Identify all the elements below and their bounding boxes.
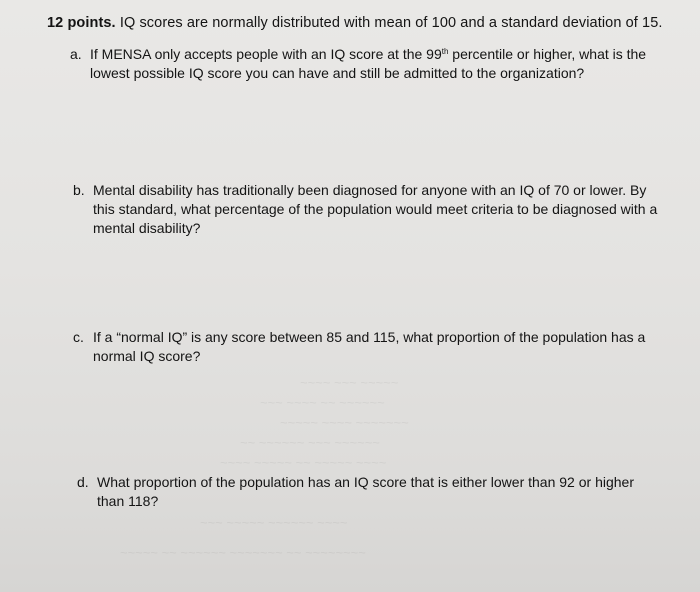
question-line (90, 45, 646, 64)
show-through-texture: ~~~ ~~~~ ~~ ~~~~~~ (260, 395, 385, 410)
question-text (97, 473, 634, 511)
show-through-texture: ~~~~ ~~~ ~~~~~ (300, 375, 399, 390)
ordinal-superscript: th (441, 47, 449, 56)
question-letter: c. (73, 329, 84, 345)
question-line: lowest possible IQ score you can have and still be admitted to the organization? (90, 65, 585, 81)
show-through-texture: ~~~~~ ~~~~ ~~~~~~~ (280, 415, 409, 430)
question-letter: b. (73, 182, 85, 198)
question-line: normal IQ score? (93, 348, 201, 364)
question-letter: d. (77, 474, 89, 490)
show-through-texture: ~~~~~ ~~ ~~~~~~ ~~~~~~~ ~~ ~~~~~~~~ (120, 545, 366, 560)
question-letter: a. (70, 46, 82, 62)
problem-heading (47, 14, 687, 32)
question-line-part: If MENSA only accepts people with an IQ score at the 99 (90, 46, 442, 62)
show-through-texture: ~~~ ~~~~~ ~~~~~~ ~~~~ (200, 515, 348, 530)
question-line: If a “normal IQ” is any score between 85 and 115, what proportion of the population has a (93, 329, 646, 345)
question-text (90, 45, 646, 83)
question-text (93, 328, 645, 366)
show-through-texture: ~~ ~~~~~~ ~~~ ~~~~~~ (240, 435, 380, 450)
question-line: this standard, what percentage of the population would meet criteria to be diagnosed with a (93, 201, 658, 217)
question-line-part: percentile or higher, what is the (448, 46, 647, 62)
question-line: than 118? (97, 493, 159, 509)
show-through-texture: ~~~~ ~~~~~ ~~ ~~~~~ ~~~~ (220, 455, 387, 470)
question-line: Mental disability has traditionally been diagnosed for anyone with an IQ of 70 or lower. By (93, 182, 647, 198)
question-text (93, 181, 657, 238)
question-line: mental disability? (93, 220, 201, 236)
heading-text: IQ scores are normally distributed with mean of 100 and a standard deviation of 15. (115, 15, 663, 31)
points-label: 12 points. (47, 15, 116, 31)
question-line: What proportion of the population has an IQ score that is either lower than 92 or higher (97, 474, 634, 490)
